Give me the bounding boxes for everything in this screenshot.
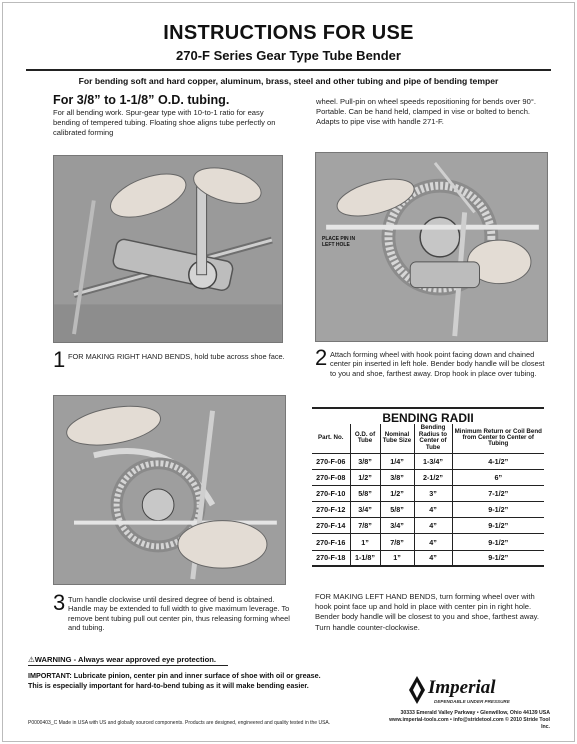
warning-text: ⚠WARNING - Always wear approved eye protection. [28,655,216,664]
step-number: 1 [53,347,66,372]
callout-line-1: PLACE PIN IN [322,236,356,242]
warning-underline [28,665,228,666]
important-note: IMPORTANT: Lubricate pinion, center pin and inner surface of shoe with oil or grease. This is especially important for hard-to-bend tubing as it will make bending easier. [28,671,321,690]
bender-photo-1 [54,156,282,342]
address-line: 30333 Emerald Valley Parkway • Glenwillow, Ohio 44139 USA [400,710,550,716]
bender-photo-3 [54,396,285,584]
page-subtitle: 270-F Series Gear Type Tube Bender [176,48,401,63]
bending-radii-title: BENDING RADII [382,411,474,425]
column-header: Minimum Return or Coil Bend from Center to Center of Tubing [452,424,544,453]
callout-line-2: LEFT HOLE [322,242,350,248]
table-cell: 7/8” [380,534,414,550]
table-cell: 9-1/2” [452,550,544,566]
table-cell: 270-F-14 [312,518,350,534]
brand-tagline: DEPENDABLE UNDER PRESSURE [434,699,510,704]
table-row [312,453,544,469]
table-cell: 270-F-12 [312,502,350,518]
table-cell: 270-F-06 [312,453,350,469]
web-line: www.imperial-tools.com • info@stridetool.com © 2010 Stride Tool Inc. [389,717,550,731]
column-header: Bending Radius to Center of Tube [414,424,452,453]
photo-step-1 [53,155,283,343]
step-number: 2 [315,345,328,370]
table-cell: 270-F-18 [312,550,350,566]
table-cell: 1-3/4” [414,453,452,469]
table-cell: 3/8” [350,453,380,469]
header-rule [26,69,551,71]
bending-radii-table [312,424,544,567]
company-address [380,710,550,732]
photo-callout [322,236,355,248]
table-cell: 9-1/2” [452,534,544,550]
left-hand-bend-text: FOR MAKING LEFT HAND BENDS, turn forming wheel over with hook point face up and hold in place with center pin in right hole. Bender body handle will be closest to you and shoe, farthest away. Turn handle counter-clockwise. [315,592,540,632]
footer-code: P0000403_C Made in USA with US and globally sourced components. Products are designed, engineered and quality tested in the USA. [28,720,331,726]
table-cell: 4” [414,550,452,566]
table-cell: 9-1/2” [452,518,544,534]
table-cell: 270-F-08 [312,469,350,485]
column-header: Part. No. [318,434,344,442]
step-number: 3 [53,590,66,615]
table-cell: 5/8” [350,485,380,501]
step-text: FOR MAKING RIGHT HAND BENDS, hold tube across shoe face. [68,352,285,361]
table-cell: 1/2” [380,485,414,501]
table-cell: 3/8” [380,469,414,485]
table-cell: 4” [414,502,452,518]
table-row [312,502,544,518]
column-header: O.D. of Tube [350,424,380,453]
table-row [312,485,544,501]
table-cell: 6” [452,469,544,485]
table-row [312,534,544,550]
table-cell: 7-1/2” [452,485,544,501]
table-cell: 2-1/2” [414,469,452,485]
table-cell: 1/2” [350,469,380,485]
table-top-rule [312,407,544,409]
tagline: For bending soft and hard copper, aluminum, brass, steel and other tubing and pipe of bending temper [78,76,499,86]
table-cell: 7/8” [350,518,380,534]
table-cell: 5/8” [380,502,414,518]
page-title: INSTRUCTIONS FOR USE [163,22,414,44]
brand-name: Imperial [428,677,496,698]
table-cell: 9-1/2” [452,502,544,518]
intro-text-right: wheel. Pull-pin on wheel speeds repositioning for bends over 90°. Portable. Can be hand held, clamped in vise or bolted to bench. Adapts to pipe vise with handle 271-F. [316,97,537,127]
table-cell: 4-1/2” [452,453,544,469]
table-cell: 1-1/8” [350,550,380,566]
column-header: Nominal Tube Size [380,424,414,453]
table-cell: 3/4” [380,518,414,534]
intro-text-left: For all bending work. Spur-gear type with 10-to-1 ratio for easy bending of tempered tubing. Floating shoe aligns tube perfectly on calibrated forming [53,108,276,138]
step-text: Turn handle clockwise until desired degree of bend is obtained. Handle may be extended to full width to give maximum leverage. To remove bent tubing pull out center pin, thus releasing forming wheel and tubing. [68,595,290,633]
table-cell: 3/4” [350,502,380,518]
photo-step-3 [53,395,286,585]
step-text: Attach forming wheel with hook point facing down and chained center pin inserted in left hole. Bender body handle will be closest to you and shoe, farthest away. Drop hook in place over tubing. [330,350,545,378]
table-row [312,550,544,566]
table-cell: 270-F-10 [312,485,350,501]
flame-logo-icon [408,675,426,705]
table-cell: 4” [414,518,452,534]
brand-logo [400,675,550,705]
table-cell: 270-F-16 [312,534,350,550]
table-cell: 1” [380,550,414,566]
table-cell: 1” [350,534,380,550]
table-cell: 3” [414,485,452,501]
table-cell: 1/4” [380,453,414,469]
table-row [312,518,544,534]
table-row [312,469,544,485]
table-cell: 4” [414,534,452,550]
table-header-row [312,424,544,453]
intro-heading: For 3/8” to 1-1/8” O.D. tubing. [53,93,230,107]
